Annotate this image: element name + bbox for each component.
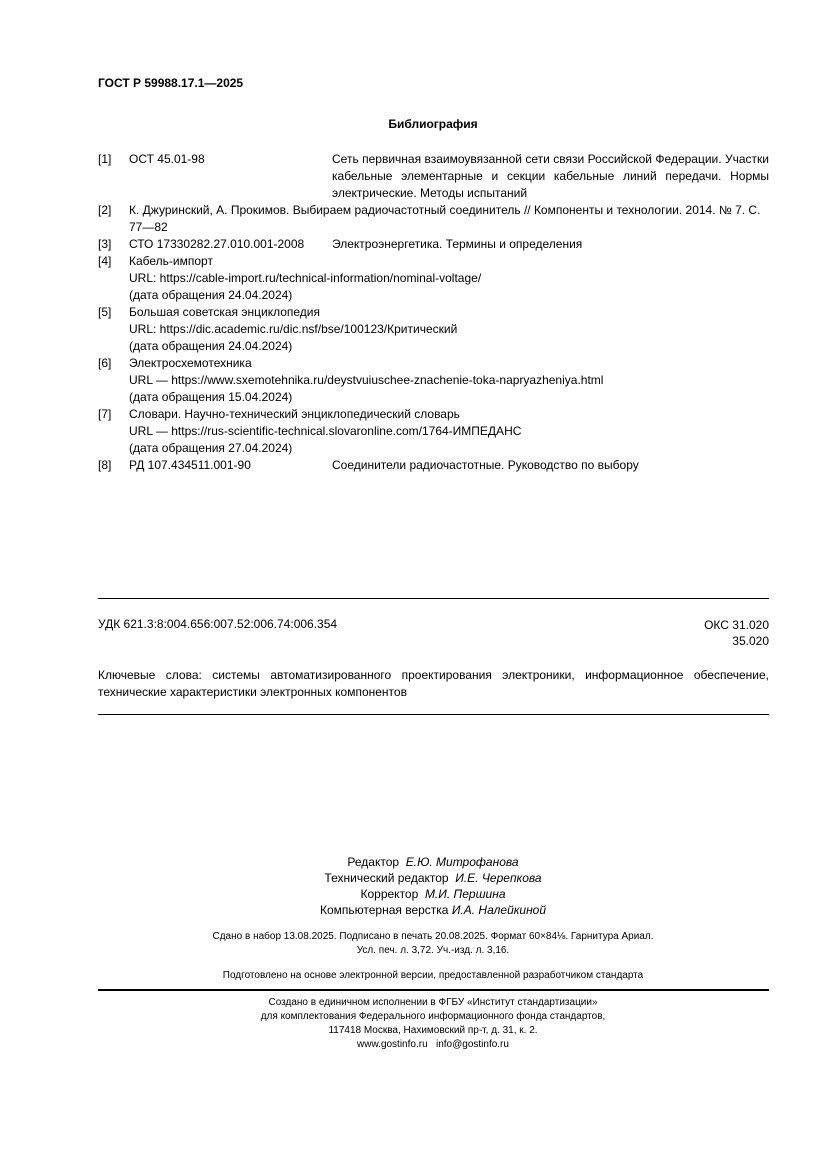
bib-entry-number: [1]	[98, 152, 112, 166]
bib-entry-url[interactable]: URL — https://www.sxemotehnika.ru/deystvuiuschee-znachenie-toka-napryazheniya.html	[129, 373, 604, 387]
bib-entry-number: [8]	[98, 458, 112, 472]
imprint-contacts	[0, 1038, 827, 1052]
document-id: ГОСТ Р 59988.17.1—2025	[98, 76, 244, 90]
credit-person: И.А. Налейкиной	[451, 903, 547, 917]
bib-entry-description: Соединители радиочастотные. Руководство по выбору	[332, 458, 639, 472]
imprint-line-1: Создано в единичном исполнении в ФГБУ «Институт стандартизации»	[268, 997, 598, 1008]
credit-tech-editor	[0, 870, 827, 886]
bib-entry-number: [5]	[98, 305, 112, 319]
bib-entry-2	[98, 202, 769, 236]
divider-top	[98, 598, 769, 599]
keywords: Ключевые слова: системы автоматизированного проектирования электроники, информационное обеспечение, технические характеристики электронных компонентов	[98, 668, 769, 699]
publication-line-2: Усл. печ. л. 3,72. Уч.-изд. л. 3,16.	[356, 945, 510, 956]
credit-person: М.И. Першина	[424, 887, 506, 901]
bib-entry-source: Кабель-импорт	[129, 254, 213, 268]
bib-entry-url[interactable]: URL — https://rus-scientific-technical.slovaronline.com/1764-ИМПЕДАНС	[129, 424, 522, 438]
bib-entry-description: Сеть первичная взаимоувязанной сети связи Российской Федерации. Участки кабельные элементарные и секции кабельные линий передачи. Нормы электрические. Методы испытаний	[332, 152, 769, 200]
bib-entry-4	[98, 253, 769, 304]
credits-block	[0, 854, 827, 918]
oks-code-2: 35.020	[732, 634, 769, 648]
bib-entry-6	[98, 355, 769, 406]
bib-entry-access-date: (дата обращения 27.04.2024)	[129, 441, 293, 455]
bibliography-title: Библиография	[388, 117, 478, 131]
publication-info	[0, 930, 827, 958]
prepared-note: Подготовлено на основе электронной версии, предоставленной разработчиком стандарта	[222, 970, 644, 981]
bib-entry-access-date: (дата обращения 24.04.2024)	[129, 288, 293, 302]
bib-entry-url[interactable]: URL: https://cable-import.ru/technical-information/nominal-voltage/	[129, 271, 482, 285]
credit-label: Компьютерная верстка	[319, 903, 449, 917]
bib-entry-number: [4]	[98, 254, 112, 268]
imprint-block	[0, 996, 827, 1052]
credit-person: Е.Ю. Митрофанова	[405, 855, 519, 869]
bib-entry-code: СТО 17330282.27.010.001-2008	[129, 237, 305, 251]
divider-imprint	[98, 989, 769, 991]
bib-entry-source: Большая советская энциклопедия	[129, 305, 321, 319]
bib-entry-3	[98, 236, 769, 253]
bib-entry-source: Электросхемотехника	[129, 356, 252, 370]
bib-entry-code: РД 107.434511.001-90	[129, 458, 251, 472]
bib-entry-text: К. Джуринский, А. Прокимов. Выбираем радиочастотный соединитель // Компоненты и технологии. 2014. № 7. С. 77—82	[129, 203, 761, 234]
bib-entry-code: ОСТ 45.01-98	[129, 152, 205, 166]
imprint-line-2: для комплектования Федерального информационного фонда стандартов,	[260, 1011, 606, 1022]
credit-layout	[0, 902, 827, 918]
website-link[interactable]: www.gostinfo.ru	[357, 1039, 428, 1050]
bib-entry-5	[98, 304, 769, 355]
bib-entry-number: [7]	[98, 407, 112, 421]
email-link[interactable]: info@gostinfo.ru	[435, 1039, 509, 1050]
credit-editor	[0, 854, 827, 870]
bib-entry-7	[98, 406, 769, 457]
credit-person: И.Е. Черепкова	[455, 871, 542, 885]
credit-label: Корректор	[360, 887, 419, 901]
imprint-address: 117418 Москва, Нахимовский пр-т, д. 31, к. 2.	[328, 1025, 538, 1036]
bib-entry-access-date: (дата обращения 15.04.2024)	[129, 390, 293, 404]
credit-corrector	[0, 886, 827, 902]
bib-entry-8	[98, 457, 769, 474]
bib-entry-access-date: (дата обращения 24.04.2024)	[129, 339, 293, 353]
bib-entry-source: Словари. Научно-технический энциклопедический словарь	[129, 407, 460, 421]
oks-code-1: ОКС 31.020	[704, 618, 769, 632]
publication-line-1: Сдано в набор 13.08.2025. Подписано в печать 20.08.2025. Формат 60×84⅛. Гарнитура Ариал.	[212, 931, 654, 942]
bib-entry-1	[98, 151, 769, 202]
bibliography-list	[98, 151, 769, 474]
bib-entry-number: [3]	[98, 237, 112, 251]
udk-code: УДК 621.3:8:004.656:007.52:006.74:006.354	[98, 617, 338, 631]
oks-codes	[704, 617, 769, 649]
bib-entry-description: Электроэнергетика. Термины и определения	[332, 237, 583, 251]
credit-label: Технический редактор	[324, 871, 449, 885]
bib-entry-url[interactable]: URL: https://dic.academic.ru/dic.nsf/bse/100123/Критический	[129, 322, 458, 336]
divider-keywords	[98, 714, 769, 715]
bib-entry-number: [2]	[98, 203, 112, 217]
bib-entry-number: [6]	[98, 356, 112, 370]
credit-label: Редактор	[347, 855, 400, 869]
